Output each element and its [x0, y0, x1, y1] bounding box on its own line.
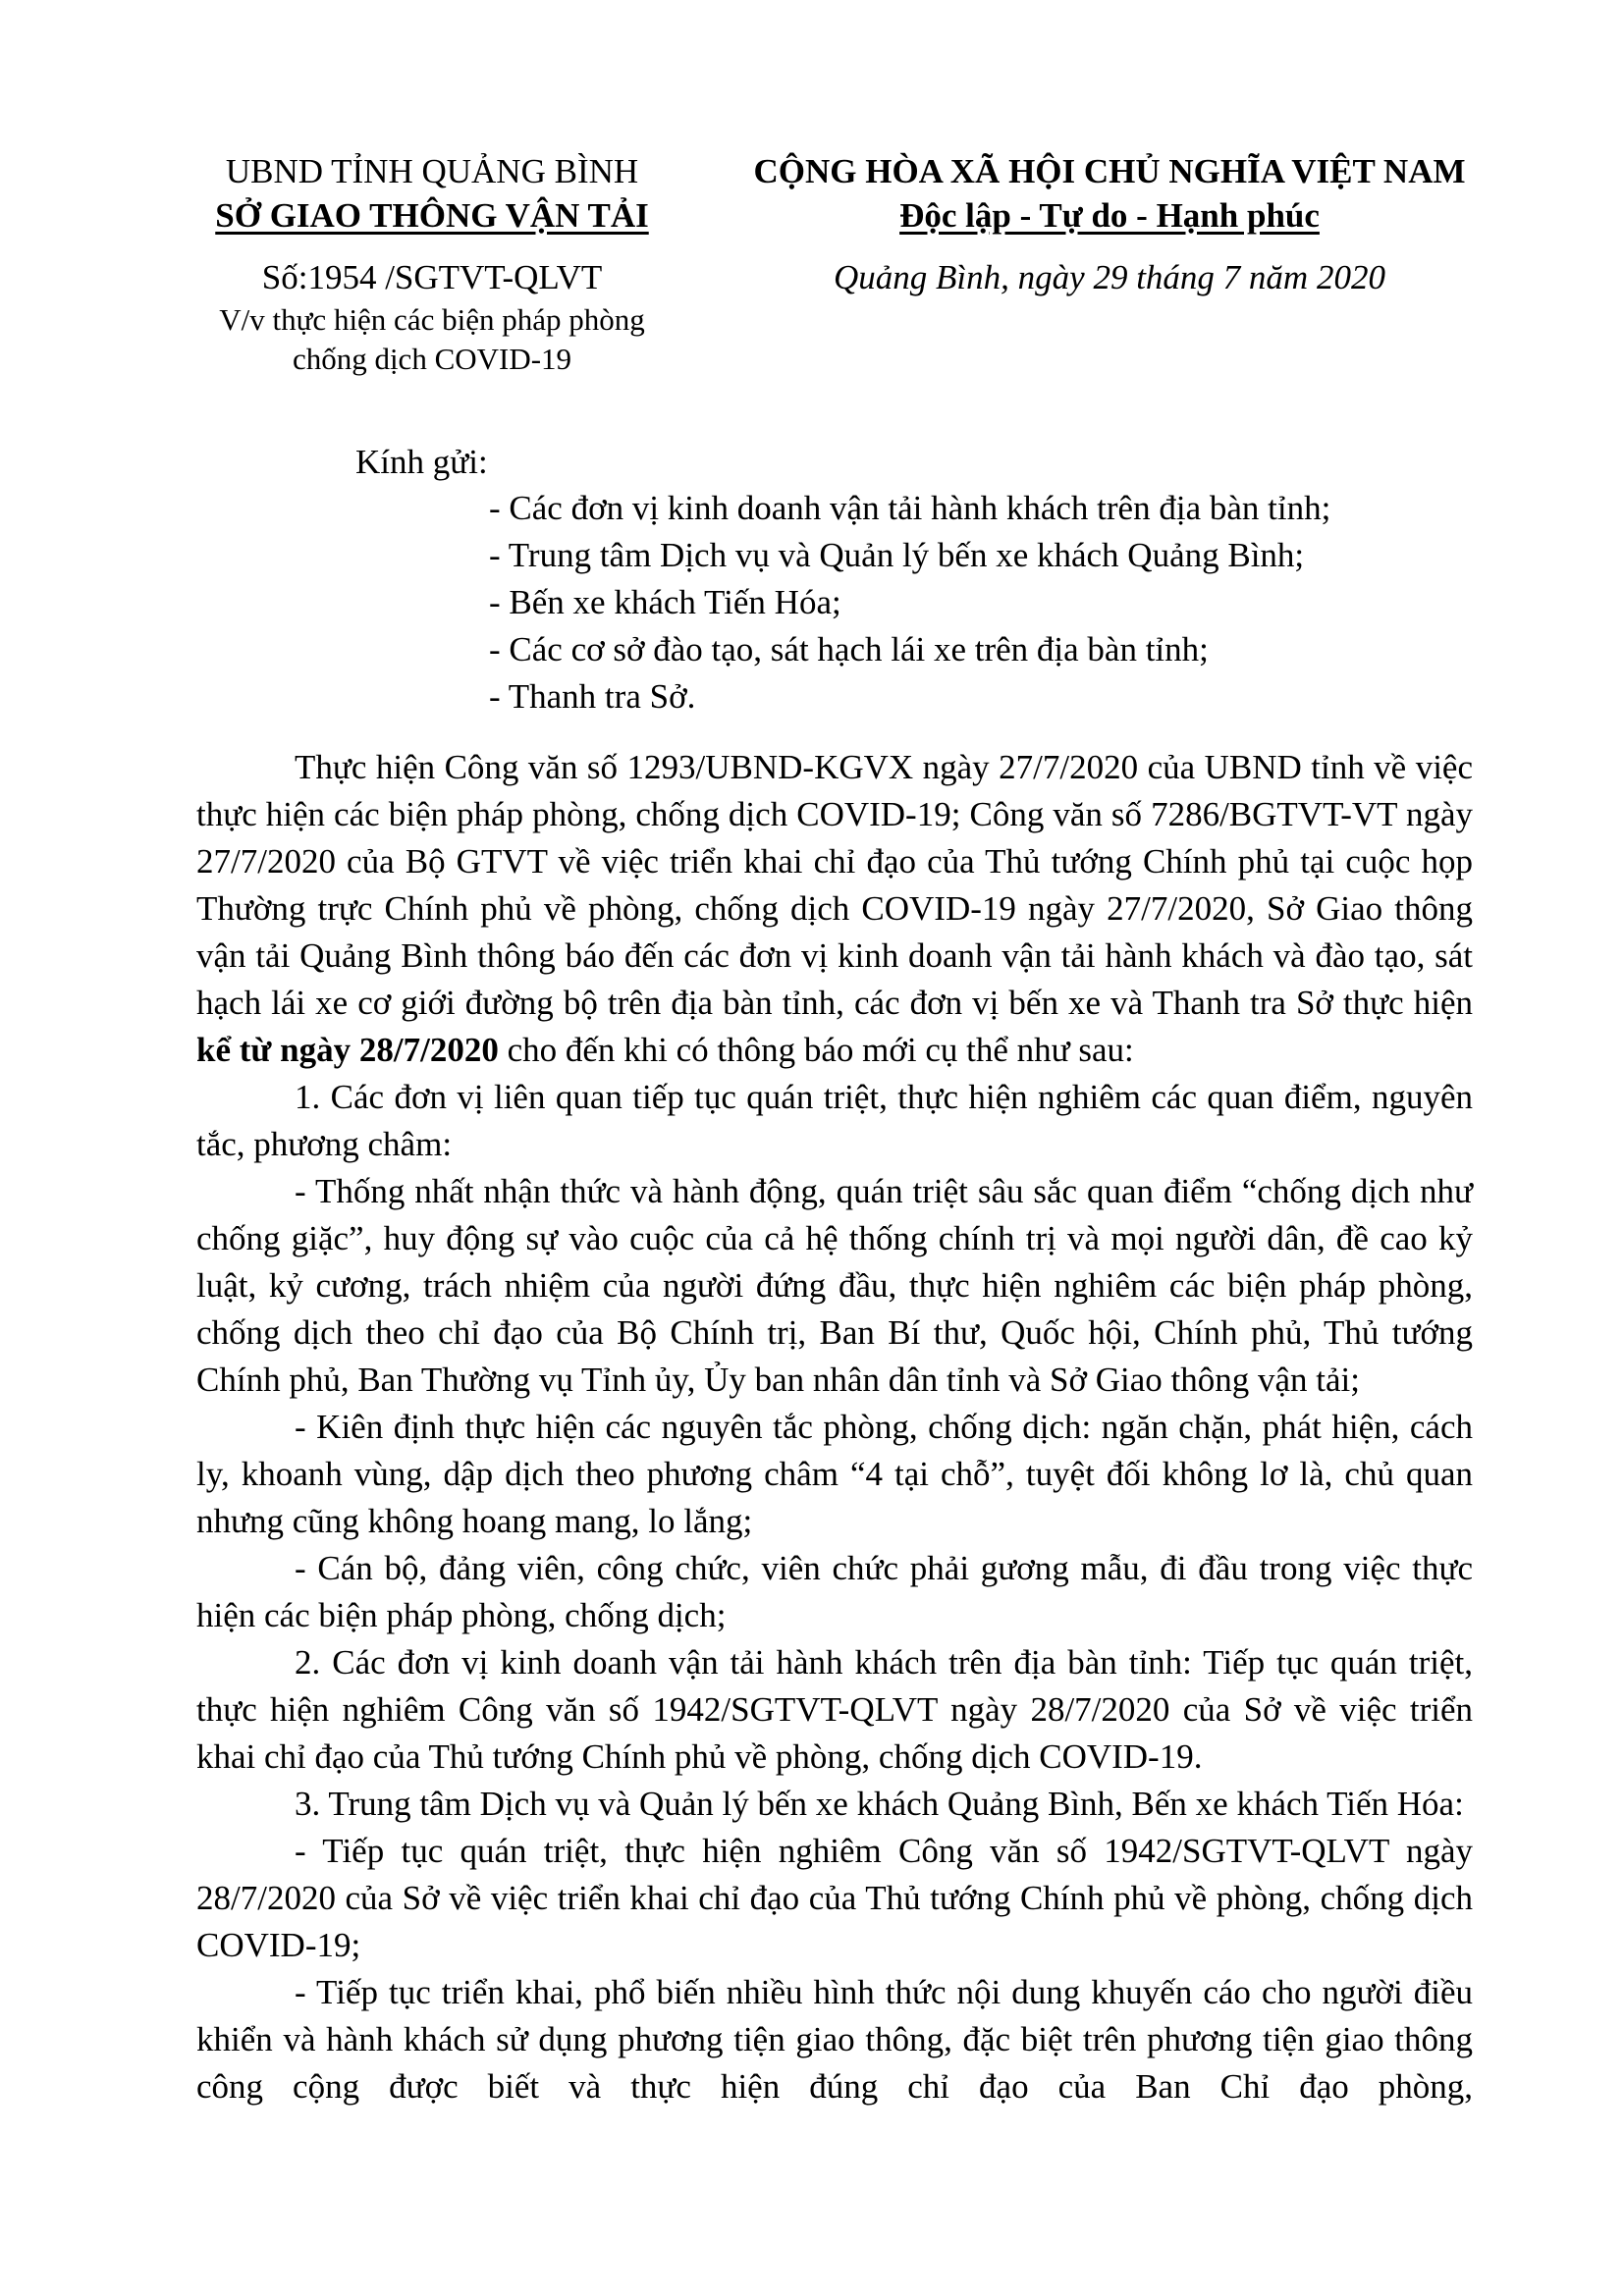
- recipient-item: - Trung tâm Dịch vụ và Quản lý bến xe khách Quảng Bình;: [489, 536, 1305, 574]
- recipient-item: - Các cơ sở đào tạo, sát hạch lái xe trên địa bàn tỉnh;: [489, 630, 1209, 668]
- issuer-block: [167, 149, 697, 238]
- recipient-item: - Các đơn vị kinh doanh vận tải hành khách trên địa bàn tỉnh;: [489, 489, 1331, 527]
- section-3: 3. Trung tâm Dịch vụ và Quản lý bến xe khách Quảng Bình, Bến xe khách Tiến Hóa:: [295, 1785, 1464, 1823]
- section-1-item-b: - Kiên định thực hiện các nguyên tắc phòng, chống dịch: ngăn chặn, phát hiện, cách ly, khoanh vùng, dập dịch theo phương châm “4 tại chỗ”, tuyệt đối không lơ là, chủ quan nhưng cũng không hoang mang, lo lắng;: [196, 1408, 1473, 1540]
- org-parent: UBND TỈNH QUẢNG BÌNH: [225, 152, 639, 190]
- date-line: Quảng Bình, ngày 29 tháng 7 năm 2020: [834, 258, 1385, 296]
- recipient-item: - Bến xe khách Tiến Hóa;: [489, 583, 841, 621]
- effective-date: kể từ ngày 28/7/2020: [196, 1031, 499, 1069]
- intro-paragraph: Thực hiện Công văn số 1293/UBND-KGVX ngày 27/7/2020 của UBND tỉnh về việc thực hiện các biện pháp phòng, chống dịch COVID-19; Công văn số 7286/BGTVT-VT ngày 27/7/2020 của Bộ GTVT về việc triển khai chỉ đạo của Thủ tướng Chính phủ tại cuộc họp Thường trực Chính phủ về phòng, chống dịch COVID-19 ngày 27/7/2020, Sở Giao thông vận tải Quảng Bình thông báo đến các đơn vị kinh doanh vận tải hành khách và đào tạo, sát hạch lái xe cơ giới đường bộ trên địa bàn tỉnh, các đơn vị bến xe và Thanh tra Sở thực hiện kể từ ngày 28/7/2020 cho đến khi có thông báo mới cụ thể như sau:: [196, 748, 1473, 1069]
- national-header: [687, 149, 1532, 238]
- subject-line-2: chống dịch COVID-19: [292, 342, 572, 376]
- section-1: 1. Các đơn vị liên quan tiếp tục quán triệt, thực hiện nghiêm các quan điểm, nguyên tắc, phương châm:: [196, 1078, 1473, 1163]
- section-2: 2. Các đơn vị kinh doanh vận tải hành khách trên địa bàn tỉnh: Tiếp tục quán triệt, thực hiện nghiêm Công văn số 1942/SGTVT-QLVT ngày 28/7/2020 của Sở về việc triển khai chỉ đạo của Thủ tướng Chính phủ về phòng, chống dịch COVID-19.: [196, 1643, 1473, 1776]
- section-1-item-c: - Cán bộ, đảng viên, công chức, viên chức phải gương mẫu, đi đầu trong việc thực hiện các biện pháp phòng, chống dịch;: [196, 1549, 1473, 1634]
- recipient-list: [489, 485, 1330, 721]
- document-body: [196, 744, 1473, 2110]
- recipient-item: - Thanh tra Sở.: [489, 677, 696, 716]
- document-subject: [167, 300, 697, 379]
- section-1-item-a: - Thống nhất nhận thức và hành động, quán triệt sâu sắc quan điểm “chống dịch như chống giặc”, huy động sự vào cuộc của cả hệ thống chính trị và mọi người dân, đề cao kỷ luật, kỷ cương, trách nhiệm của người đứng đầu, thực hiện nghiêm các biện pháp phòng, chống dịch theo chỉ đạo của Bộ Chính trị, Ban Bí thư, Quốc hội, Chính phủ, Thủ tướng Chính phủ, Ban Thường vụ Tỉnh ủy, Ủy ban nhân dân tỉnh và Sở Giao thông vận tải;: [196, 1172, 1473, 1399]
- greeting: Kính gửi:: [355, 443, 488, 481]
- motto: Độc lập - Tự do - Hạnh phúc: [899, 196, 1320, 235]
- subject-line-1: V/v thực hiện các biện pháp phòng: [219, 302, 645, 337]
- section-3-item-b: - Tiếp tục triển khai, phổ biến nhiều hình thức nội dung khuyến cáo cho người điều khiển và hành khách sử dụng phương tiện giao thông, đặc biệt trên phương tiện giao thông công cộng được biết và thực hiện đúng chỉ đạo của Ban Chỉ đạo phòng,: [196, 1973, 1473, 2106]
- org-name: SỞ GIAO THÔNG VẬN TẢI: [215, 196, 649, 235]
- section-3-item-a: - Tiếp tục quán triệt, thực hiện nghiêm Công văn số 1942/SGTVT-QLVT ngày 28/7/2020 của Sở về việc triển khai chỉ đạo của Thủ tướng Chính phủ về phòng, chống dịch COVID-19;: [196, 1832, 1473, 1964]
- document-number: Số:1954 /SGTVT-QLVT: [261, 258, 603, 296]
- national-title: CỘNG HÒA XÃ HỘI CHỦ NGHĨA VIỆT NAM: [753, 152, 1466, 190]
